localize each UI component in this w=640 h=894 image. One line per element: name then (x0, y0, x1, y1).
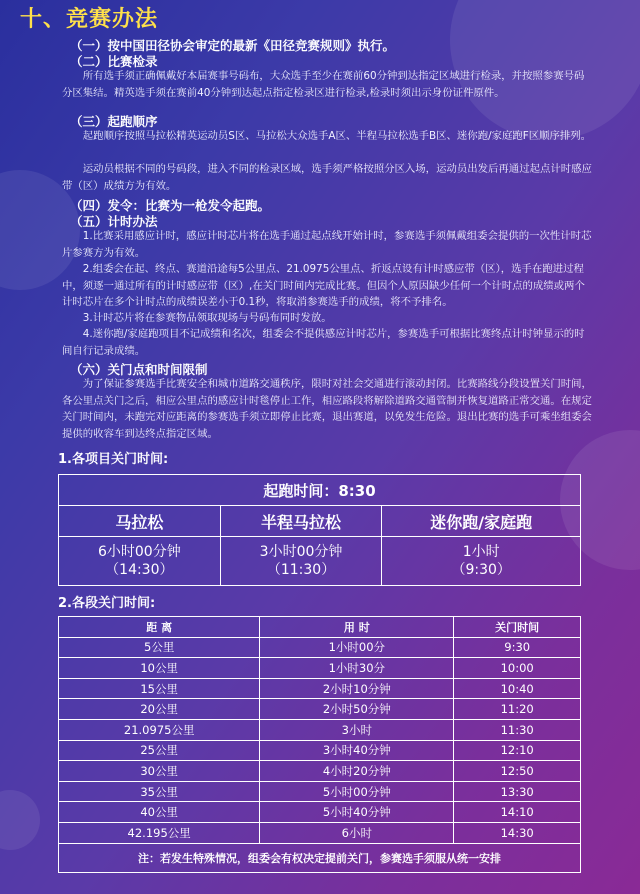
para-timing-4: 4.迷你跑/家庭跑项目不记成绩和名次，组委会不提供感应计时芯片，参赛选手可根据比赛终点计时钟显示的时间自行记录成绩。 (62, 328, 585, 357)
table-row (59, 699, 581, 720)
distance-cell: 25公里 (59, 740, 260, 761)
section-rules: （一）按中国田径协会审定的最新《田径竞赛规则》执行。 (70, 38, 396, 53)
section-starting-gun: （四）发令：比赛为一枪发令起跑。 (70, 198, 271, 213)
distance-cell: 10公里 (59, 658, 260, 679)
cutoff-cell: 10:40 (454, 678, 581, 699)
distance-cell: 21.0975公里 (59, 719, 260, 740)
cutoff-cell: 10:00 (454, 658, 581, 679)
duration-cell: 2小时10分钟 (260, 678, 454, 699)
table-row (59, 822, 581, 843)
cutoff-cell: 14:10 (454, 802, 581, 823)
duration-cell: 5小时40分钟 (260, 802, 454, 823)
event-cutoff-time: （14:30） (105, 562, 174, 578)
para-timing-1: 1.比赛采用感应计时，感应计时芯片将在选手通过起点线开始计时，参赛选手须佩戴组委会提供的一次性计时芯片参赛方为有效。 (62, 230, 592, 259)
duration-cell: 1小时30分 (260, 658, 454, 679)
event-limit (382, 537, 581, 586)
para-cutoff: 为了保证参赛选手比赛安全和城市道路交通秩序，限时对社会交通进行滚动封闭。比赛路线分段设置关门时间，各公里点关门之后，相应公里点的感应计时毯停止工作，相应路段将解除道路交通管制并恢复道路正常交通。在规定关门时间内，未跑完对应距离的参赛选手须立即停止比赛，退出赛道，以免发生危险。退出比赛的选手可乘坐组委会提供的收容车到达终点指定区域。 (62, 378, 592, 440)
duration-cell: 4小时20分钟 (260, 761, 454, 782)
para-timing-3: 3.计时芯片将在参赛物品领取现场与号码布同时发放。 (82, 312, 332, 324)
section-start-order: （三）起跑顺序 (70, 114, 158, 129)
cutoff-cell: 13:30 (454, 781, 581, 802)
segment-cutoff-table (58, 616, 581, 873)
table-row (59, 802, 581, 823)
event-name: 马拉松 (59, 506, 221, 537)
event-duration: 1小时 (462, 544, 500, 560)
page-title: 十、竞赛办法 (20, 7, 159, 32)
table-row (59, 719, 581, 740)
para-zones: 运动员根据不同的号码段，进入不同的检录区域，选手须严格按照分区入场，运动员出发后再通过起点计时感应带（区）成绩方为有效。 (62, 163, 592, 192)
section-cutoff: （六）关门点和时间限制 (70, 362, 208, 377)
section-checkin: （二）比赛检录 (70, 54, 158, 69)
para-checkin: 所有选手须正确佩戴好本届赛事号码布，大众选手至少在赛前60分钟到达指定区域进行检录，并按照参赛号码分区集结。精英选手须在赛前40分钟到达起点指定检录区进行检录,检录时须出示身份证件原件。 (62, 70, 585, 99)
event-duration: 3小时00分钟 (259, 544, 343, 560)
event-name: 迷你跑/家庭跑 (382, 506, 581, 537)
distance-cell: 35公里 (59, 781, 260, 802)
heading-segment-cutoff: 2.各段关门时间: (58, 596, 156, 611)
section-timing: （五）计时办法 (70, 214, 158, 229)
duration-cell: 1小时00分 (260, 637, 454, 658)
duration-cell: 6小时 (260, 822, 454, 843)
table-row (59, 781, 581, 802)
para-start-order: 起跑顺序按照马拉松精英运动员S区、马拉松大众选手A区、半程马拉松选手B区、迷你跑/家庭跑F区顺序排列。 (82, 130, 592, 142)
cutoff-cell: 11:30 (454, 719, 581, 740)
distance-cell: 40公里 (59, 802, 260, 823)
start-time-cell: 起跑时间：8:30 (59, 475, 581, 506)
table-row (59, 761, 581, 782)
table-row (59, 637, 581, 658)
distance-cell: 42.195公里 (59, 822, 260, 843)
distance-cell: 5公里 (59, 637, 260, 658)
event-cutoff-time: （9:30） (451, 562, 511, 578)
table-row (59, 678, 581, 699)
col-header-distance: 距 离 (59, 617, 260, 638)
event-cutoff-time: （11:30） (266, 562, 336, 578)
duration-cell: 5小时00分钟 (260, 781, 454, 802)
col-header-duration: 用 时 (260, 617, 454, 638)
event-name: 半程马拉松 (220, 506, 382, 537)
heading-event-cutoff: 1.各项目关门时间: (58, 452, 169, 467)
duration-cell: 3小时 (260, 719, 454, 740)
duration-cell: 2小时50分钟 (260, 699, 454, 720)
table-note: 注：若发生特殊情况，组委会有权决定提前关门，参赛选手须服从统一安排 (59, 843, 581, 872)
para-timing-2: 2.组委会在起、终点、赛道沿途每5公里点、21.0975公里点、折返点设有计时感应带（区），选手在跑进过程中，须逐一通过所有的计时感应带（区）,在关门时间内完成比赛。但因个人原因缺少任何一个计时点的成绩或两个计时芯片在多个计时点的成绩误差小于0.1秒，将取消参赛选手的成绩，将不予排名。 (62, 263, 585, 309)
event-cutoff-table (58, 474, 581, 586)
distance-cell: 20公里 (59, 699, 260, 720)
duration-cell: 3小时40分钟 (260, 740, 454, 761)
distance-cell: 15公里 (59, 678, 260, 699)
event-duration: 6小时00分钟 (97, 544, 181, 560)
cutoff-cell: 14:30 (454, 822, 581, 843)
event-limit (59, 537, 221, 586)
cutoff-cell: 12:50 (454, 761, 581, 782)
cutoff-cell: 9:30 (454, 637, 581, 658)
event-limit (220, 537, 382, 586)
cutoff-cell: 12:10 (454, 740, 581, 761)
cutoff-cell: 11:20 (454, 699, 581, 720)
table-row (59, 740, 581, 761)
col-header-cutoff: 关门时间 (454, 617, 581, 638)
table-row (59, 658, 581, 679)
distance-cell: 30公里 (59, 761, 260, 782)
